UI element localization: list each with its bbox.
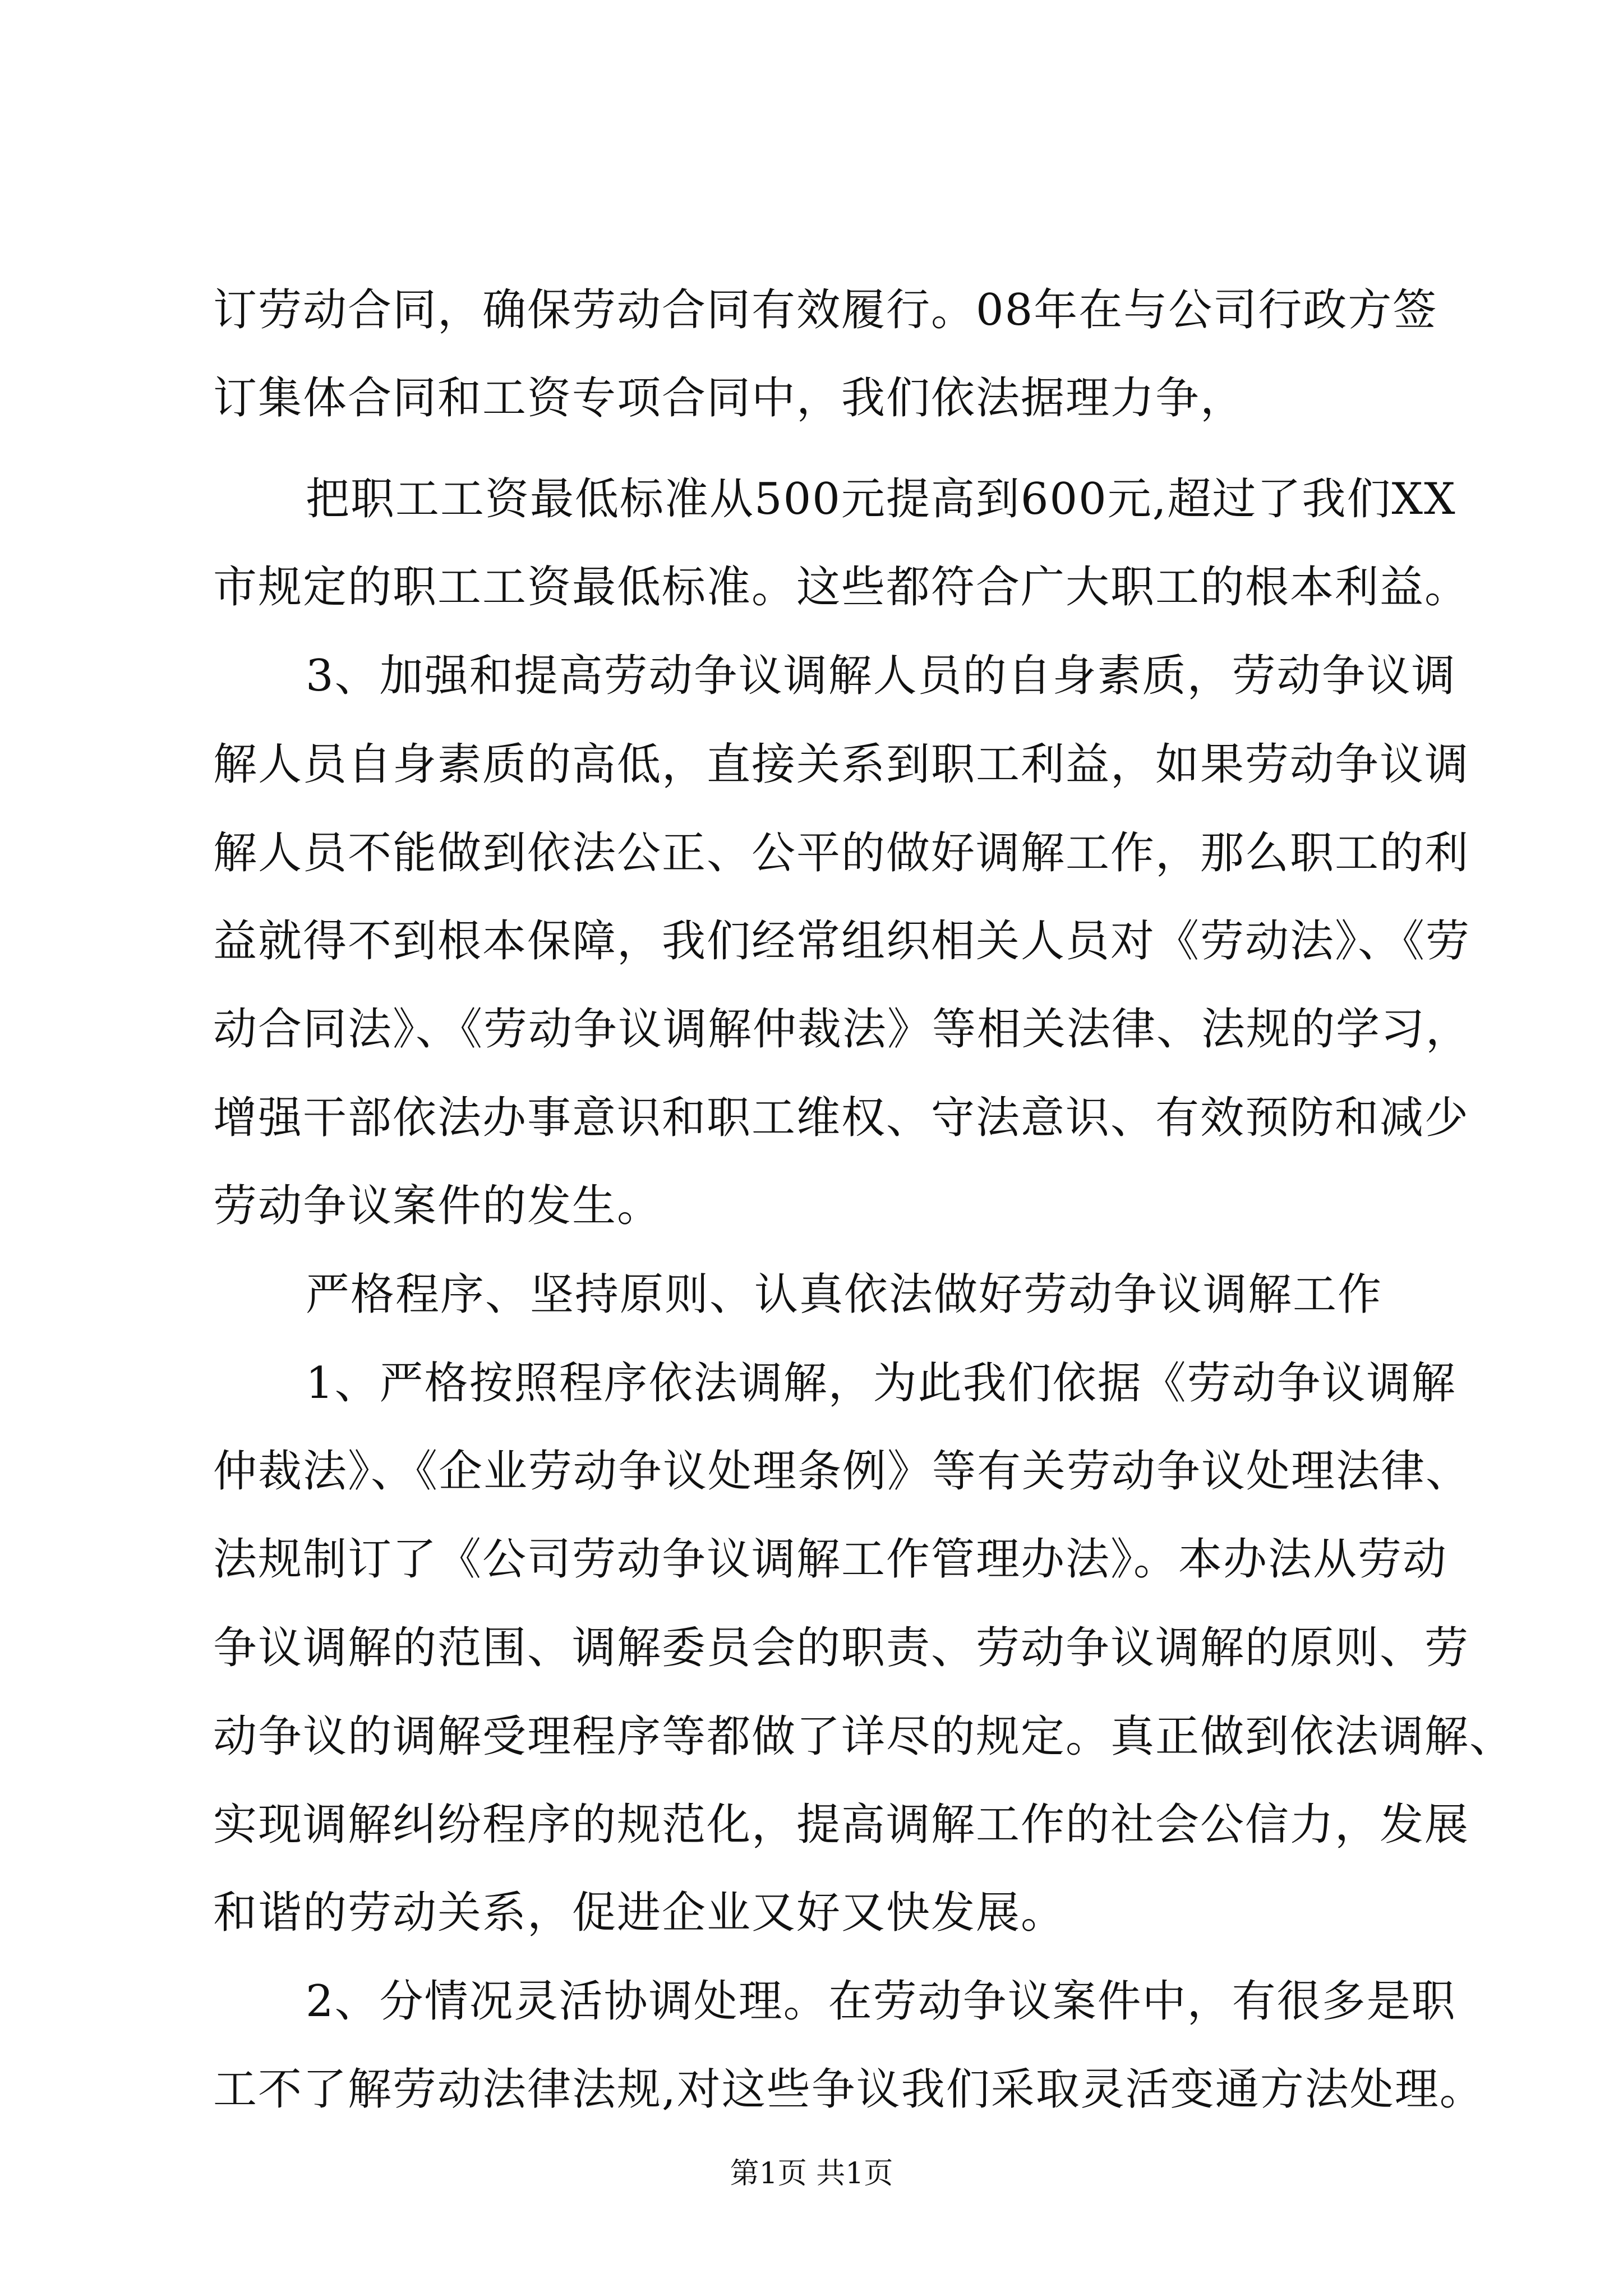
text-line: 市规定的职工工资最低标准。这些都符合广大职工的根本利益。 — [213, 562, 1470, 613]
text-line: 工不了解劳动法律法规,对这些争议我们采取灵活变通方法处理。 — [213, 2064, 1484, 2115]
text-line: 益就得不到根本保障，我们经常组织相关人员对《劳动法》、《劳 — [213, 916, 1471, 967]
page-number-footer: 第1页 共1页 — [730, 2157, 893, 2191]
text-line: 增强干部依法办事意识和职工维权、守法意识、有效预防和减少 — [213, 1093, 1470, 1143]
text-line: 动合同法》、《劳动争议调解仲裁法》等相关法律、法规的学习， — [213, 1004, 1471, 1055]
text-line: 订劳动合同，确保劳动合同有效履行。08年在与公司行政方签 — [213, 285, 1438, 335]
text-line: 订集体合同和工资专项合同中，我们依法据理力争， — [213, 373, 1246, 424]
text-line: 动争议的调解受理程序等都做了详尽的规定。真正做到依法调解、 — [213, 1711, 1515, 1762]
text-line: 解人员自身素质的高低，直接关系到职工利益，如果劳动争议调 — [213, 739, 1470, 790]
text-line: 把职工工资最低标准从500元提高到600元,超过了我们XX — [306, 474, 1456, 524]
text-line: 1、严格按照程序依法调解，为此我们依据《劳动争议调解 — [306, 1358, 1456, 1409]
text-line: 法规制订了《公司劳动争议调解工作管理办法》。本办法从劳动 — [213, 1534, 1448, 1585]
text-line: 3、加强和提高劳动争议调解人员的自身素质，劳动争议调 — [306, 651, 1456, 701]
text-line: 争议调解的范围、调解委员会的职责、劳动争议调解的原则、劳 — [213, 1623, 1470, 1673]
text-line: 仲裁法》、《企业劳动争议处理条例》等有关劳动争议处理法律、 — [213, 1446, 1471, 1497]
text-line: 实现调解纠纷程序的规范化，提高调解工作的社会公信力，发展 — [213, 1800, 1470, 1850]
text-line: 解人员不能做到依法公正、公平的做好调解工作，那么职工的利 — [213, 828, 1470, 878]
text-line: 和谐的劳动关系，促进企业又好又快发展。 — [213, 1888, 1066, 1938]
section-heading: 严格程序、坚持原则、认真依法做好劳动争议调解工作 — [306, 1269, 1383, 1320]
text-line: 劳动争议案件的发生。 — [213, 1181, 662, 1231]
text-line: 2、分情况灵活协调处理。在劳动争议案件中，有很多是职 — [306, 1976, 1456, 2027]
